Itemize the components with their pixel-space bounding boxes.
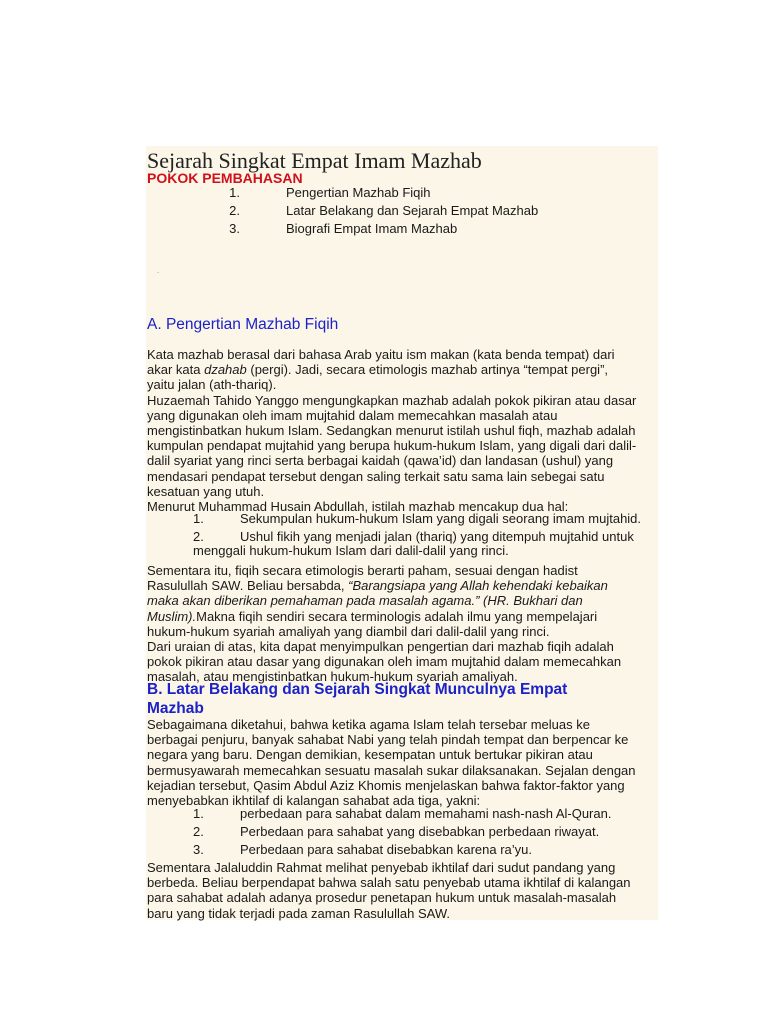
table-of-contents [147, 184, 539, 238]
toc-number: 3. [229, 221, 240, 236]
toc-number: 2. [229, 203, 240, 218]
section-b-heading: B. Latar Belakang dan Sejarah Singkat Munculnya Empat [147, 681, 568, 698]
toc-text: Biografi Empat Imam Mazhab [286, 221, 458, 236]
section-b-heading-line-2: Mazhab [147, 700, 204, 717]
section-a-heading: A. Pengertian Mazhab Fiqih [147, 316, 339, 333]
toc-item [147, 202, 539, 220]
section-a-paragraph-1: Kata mazhab berasal dari bahasa Arab yaitu ism makan (kata benda tempat) dari akar kata dzahab (pergi). Jadi, secara etimologis mazhab artinya “tempat pergi”, yaitu jalan (ath-thariq). Huzaemah Tahido Yanggo mengungkapkan mazhab adalah pokok pikiran atau dasar yang digunakan oleh imam mujtahid dalam memecahkan masalah atau mengistinbatkan hukum Islam. Sedangkan menurut istilah ushul fiqh, mazhab adalah kumpulan pendapat mujtahid yang berupa hukum-hukum Islam, yang digali dari dalil- dalil syariat yang rinci serta berbagai kaidah (qawa’id) dan landasan (ushul) yang mendasari pendapat tersebut dengan saling terkait satu sama lain sebegai satu kesatuan yang utuh. Menurut Muhammad Husain Abdullah, istilah mazhab mencakup dua hal: [147, 347, 637, 514]
section-b-paragraph-2: Sementara Jalaluddin Rahmat melihat penyebab ikhtilaf dari sudut pandang yang berbeda. Beliau berpendapat bahwa salah satu penyebab utama ikhtilaf di kalangan para sahabat adalah adanya prosedur penetapan hukum untuk masalah-masalah baru yang tidak terjadi pada zaman Rasulullah SAW. [147, 860, 631, 921]
stray-dot: . [157, 266, 160, 275]
section-a-paragraph-2: Sementara itu, fiqih secara etimologis berarti paham, sesuai dengan hadist Rasulullah SAW. Beliau bersabda, “Barangsiapa yang Allah kehendaki kebaikan maka akan diberikan pemahaman pada masalah agama.” (HR. Bukhari dan Muslim).Makna fiqih sendiri secara terminologis adalah ilmu yang mempelajari hukum-hukum syariah amaliyah yang diambil dari dalil-dalil yang rinci. Dari uraian di atas, kita dapat menyimpulkan pengertian dari mazhab fiqih adalah pokok pikiran atau dasar yang digunakan oleh imam mujtahid dalam memecahkan masalah, atau mengistinbatkan hukum-hukum syariah amaliyah. [147, 563, 622, 685]
list-item-continuation: menggali hukum-hukum Islam dari dalil-dalil yang rinci. [193, 543, 509, 558]
section-b-paragraph-1: Sebagaimana diketahui, bahwa ketika agama Islam telah tersebar meluas ke berbagai penjuru, banyak sahabat Nabi yang telah pindah tempat dan berpencar ke negara yang baru. Dengan demikian, kesempatan untuk bertukar pikiran atau bermusyawarah memecahkan sesuatu masalah sukar dilaksanakan. Sejalan dengan kejadian tersebut, Qasim Abdul Aziz Khomis menjelaskan bahwa faktor-faktor yang menyebabkan ikhtilaf di kalangan sahabat ada tiga, yakni: [147, 717, 636, 808]
pokok-pembahasan-heading: POKOK PEMBAHASAN [147, 170, 303, 186]
toc-text: Latar Belakang dan Sejarah Empat Mazhab [286, 203, 539, 218]
document-title: Sejarah Singkat Empat Imam Mazhab [147, 148, 482, 173]
toc-item [147, 220, 492, 238]
toc-text: Pengertian Mazhab Fiqih [286, 185, 431, 200]
toc-number: 1. [229, 185, 240, 200]
toc-item [147, 184, 492, 202]
